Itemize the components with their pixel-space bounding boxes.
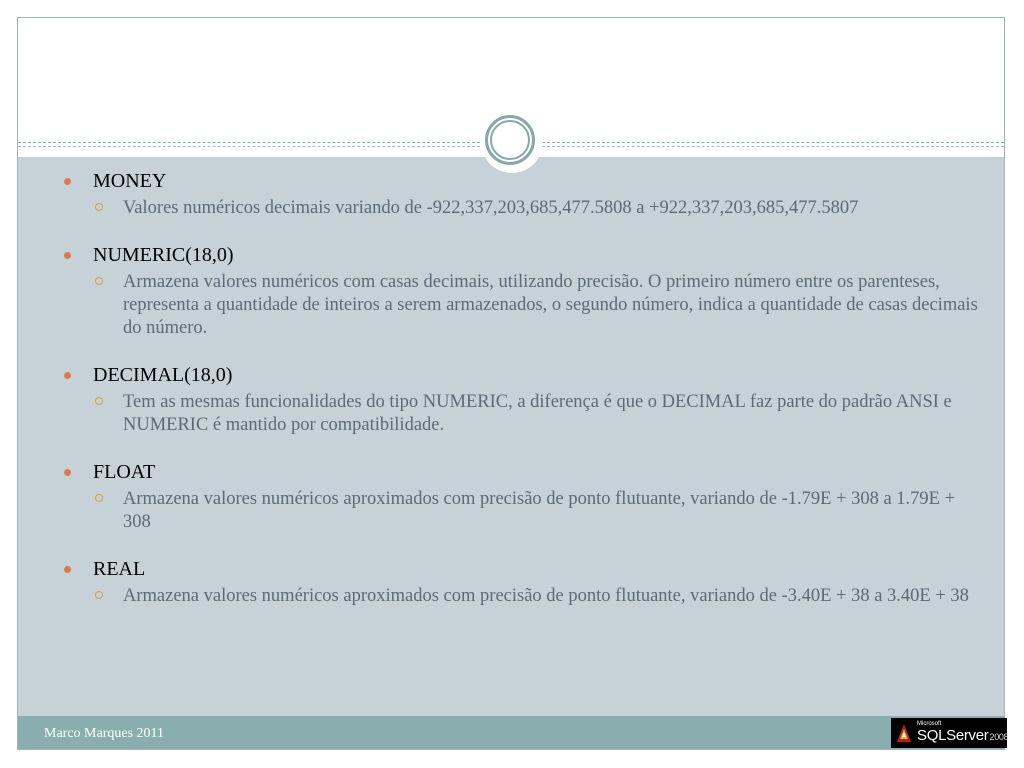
bullet-detail-row (93, 391, 980, 437)
bullet-detail: Armazena valores numéricos aproximados com precisão de ponto flutuante, variando de -1.79E + 308 a 1.79E + 308 (123, 489, 956, 532)
bullet-detail: Armazena valores numéricos com casas decimais, utilizando precisão. O primeiro número entre os parenteses, representa a quantidade de inteiros a serem armazenados, o segundo número, indica a quantidade de casas decimais do número. (123, 272, 978, 338)
bullet-detail-row (93, 585, 980, 608)
dot-bullet-icon (64, 252, 71, 259)
bullet-item-decimal (60, 364, 980, 437)
dot-bullet-icon (64, 566, 71, 573)
ring-bullet-icon (95, 494, 103, 502)
bullet-detail: Valores numéricos decimais variando de -922,337,203,685,477.5808 a +922,337,203,685,477.5807 (123, 198, 859, 218)
logo-version: 2008 (989, 732, 1009, 742)
ring-bullet-icon (95, 397, 103, 405)
bullet-detail-row (93, 197, 980, 220)
bullet-item-float (60, 461, 980, 534)
logo-product-row (917, 727, 1008, 744)
bullet-item-real (60, 558, 980, 608)
ring-bullet-icon (95, 203, 103, 211)
bullet-item-money (60, 170, 980, 220)
bullet-detail: Tem as mesmas funcionalidades do tipo NUMERIC, a diferença é que o DECIMAL faz parte do padrão ANSI e NUMERIC é mantido por compatibilidade. (123, 392, 952, 435)
bullet-heading-row (60, 461, 980, 484)
footer-author: Marco Marques 2011 (44, 726, 165, 741)
dot-bullet-icon (64, 469, 71, 476)
bullet-list (60, 170, 980, 632)
bullet-heading: REAL (93, 558, 146, 580)
bullet-heading-row (60, 244, 980, 267)
bullet-heading-row (60, 170, 980, 193)
sql-server-flag-icon (895, 722, 913, 744)
bullet-detail-row (93, 488, 980, 534)
bullet-detail: Armazena valores numéricos aproximados com precisão de ponto flutuante, variando de -3.40E + 38 a 3.40E + 38 (123, 586, 969, 606)
logo-product: SQLServer (917, 727, 989, 744)
bullet-heading: FLOAT (93, 461, 156, 483)
logo-vendor: Microsoft (917, 721, 942, 727)
bullet-item-numeric (60, 244, 980, 340)
ring-bullet-icon (95, 277, 103, 285)
dot-bullet-icon (64, 178, 71, 185)
bullet-heading: NUMERIC(18,0) (93, 244, 234, 266)
bullet-heading: MONEY (93, 170, 167, 192)
bullet-detail-row (93, 271, 980, 340)
bullet-heading: DECIMAL(18,0) (93, 364, 233, 386)
footer-bar (18, 716, 1004, 749)
sql-server-logo (891, 718, 1007, 748)
ring-bullet-icon (95, 591, 103, 599)
bullet-heading-row (60, 364, 980, 387)
bullet-heading-row (60, 558, 980, 581)
circle-ornament-inner (490, 120, 530, 160)
dot-bullet-icon (64, 372, 71, 379)
